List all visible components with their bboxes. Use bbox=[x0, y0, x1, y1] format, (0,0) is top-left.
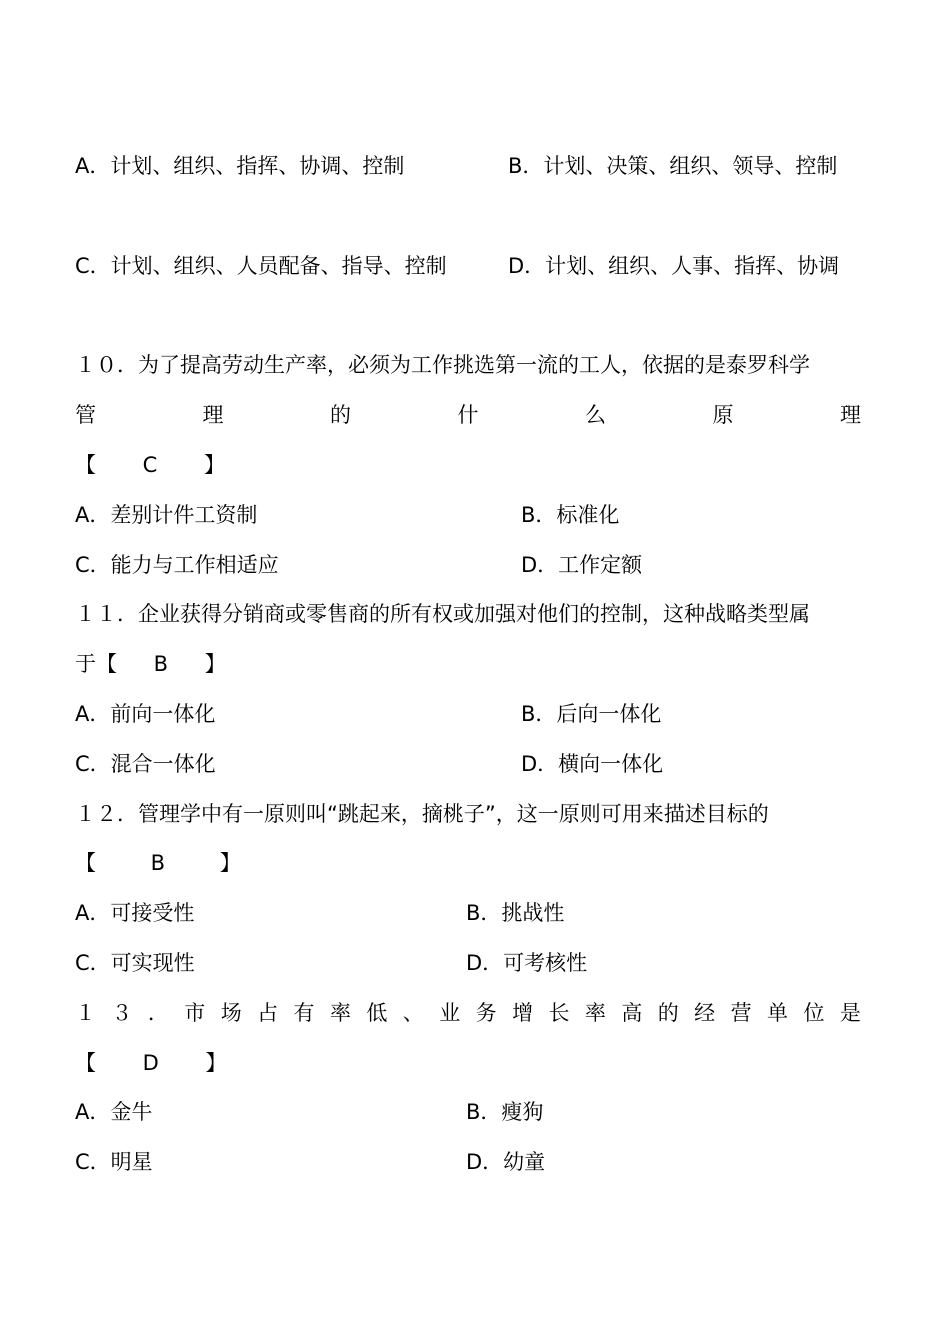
option-c: C．混合一体化 bbox=[75, 752, 216, 776]
char: 占 bbox=[257, 1001, 279, 1025]
char: 有 bbox=[293, 1001, 315, 1025]
question-11-text: １１．企业获得分销商或零售商的所有权或加强对他们的控制，这种战略类型属 bbox=[75, 602, 810, 626]
char: 长 bbox=[548, 1001, 570, 1025]
char: 单 bbox=[767, 1001, 789, 1025]
option-row bbox=[75, 500, 861, 530]
char: 的 bbox=[657, 1001, 679, 1025]
char: 场 bbox=[220, 1001, 242, 1025]
char: ． bbox=[147, 1001, 169, 1025]
option-row bbox=[75, 749, 861, 779]
question-13-text bbox=[75, 998, 861, 1028]
char: 高 bbox=[621, 1001, 643, 1025]
option-row bbox=[75, 251, 861, 281]
option-row bbox=[75, 898, 861, 928]
option-a: A．前向一体化 bbox=[75, 702, 216, 726]
option-a: A．金牛 bbox=[75, 1100, 153, 1124]
char: 经 bbox=[694, 1001, 716, 1025]
option-row bbox=[75, 550, 861, 580]
char: 率 bbox=[584, 1001, 606, 1025]
char: 管 bbox=[75, 403, 96, 427]
char: １ bbox=[75, 1001, 96, 1025]
option-d: D．工作定额 bbox=[521, 553, 643, 577]
char: 位 bbox=[803, 1001, 825, 1025]
option-row bbox=[75, 1097, 861, 1127]
char: ３ bbox=[111, 1001, 133, 1025]
option-d: D．可考核性 bbox=[466, 951, 588, 975]
question-10-text: １０．为了提高劳动生产率，必须为工作挑选第一流的工人，依据的是泰罗科学 bbox=[75, 353, 810, 377]
option-a: A．可接受性 bbox=[75, 901, 195, 925]
question-12-answer: 【 B 】 bbox=[75, 851, 241, 875]
char: 、 bbox=[402, 1001, 424, 1025]
char: 市 bbox=[184, 1001, 206, 1025]
option-b: B．后向一体化 bbox=[521, 702, 662, 726]
option-d: D．幼童 bbox=[466, 1150, 546, 1174]
char: 营 bbox=[730, 1001, 752, 1025]
char: 务 bbox=[475, 1001, 497, 1025]
option-b: B．瘦狗 bbox=[466, 1100, 544, 1124]
char: 理 bbox=[840, 403, 861, 427]
option-row bbox=[75, 151, 861, 181]
question-10-answer: 【 C 】 bbox=[75, 453, 226, 477]
option-b: B．标准化 bbox=[521, 503, 620, 527]
option-c: C．可实现性 bbox=[75, 951, 195, 975]
option-a: A．差别计件工资制 bbox=[75, 503, 258, 527]
option-b: B．计划、决策、组织、领导、控制 bbox=[508, 154, 838, 178]
question-11-text-line2: 于【 B 】 bbox=[75, 652, 226, 676]
char: 什 bbox=[457, 403, 479, 427]
option-row bbox=[75, 948, 861, 978]
char: 是 bbox=[839, 1001, 861, 1025]
option-b: B．挑战性 bbox=[466, 901, 565, 925]
option-c: C．能力与工作相适应 bbox=[75, 553, 279, 577]
question-13-answer: 【 D 】 bbox=[75, 1051, 227, 1075]
option-a: A．计划、组织、指挥、协调、控制 bbox=[75, 154, 405, 178]
option-c: C．计划、组织、人员配备、指导、控制 bbox=[75, 254, 447, 278]
question-10-text-line2 bbox=[75, 400, 861, 430]
option-row bbox=[75, 699, 861, 729]
char: 低 bbox=[366, 1001, 388, 1025]
char: 增 bbox=[512, 1001, 534, 1025]
char: 业 bbox=[439, 1001, 461, 1025]
char: 率 bbox=[329, 1001, 351, 1025]
char: 么 bbox=[585, 403, 606, 427]
char: 理 bbox=[202, 403, 224, 427]
char: 原 bbox=[712, 403, 734, 427]
option-row bbox=[75, 1147, 861, 1177]
option-c: C．明星 bbox=[75, 1150, 153, 1174]
option-d: D．横向一体化 bbox=[521, 752, 664, 776]
question-12-text: １２．管理学中有一原则叫“跳起来，摘桃子”，这一原则可用来描述目标的 bbox=[75, 802, 769, 826]
option-d: D．计划、组织、人事、指挥、协调 bbox=[508, 254, 840, 278]
char: 的 bbox=[330, 403, 351, 427]
